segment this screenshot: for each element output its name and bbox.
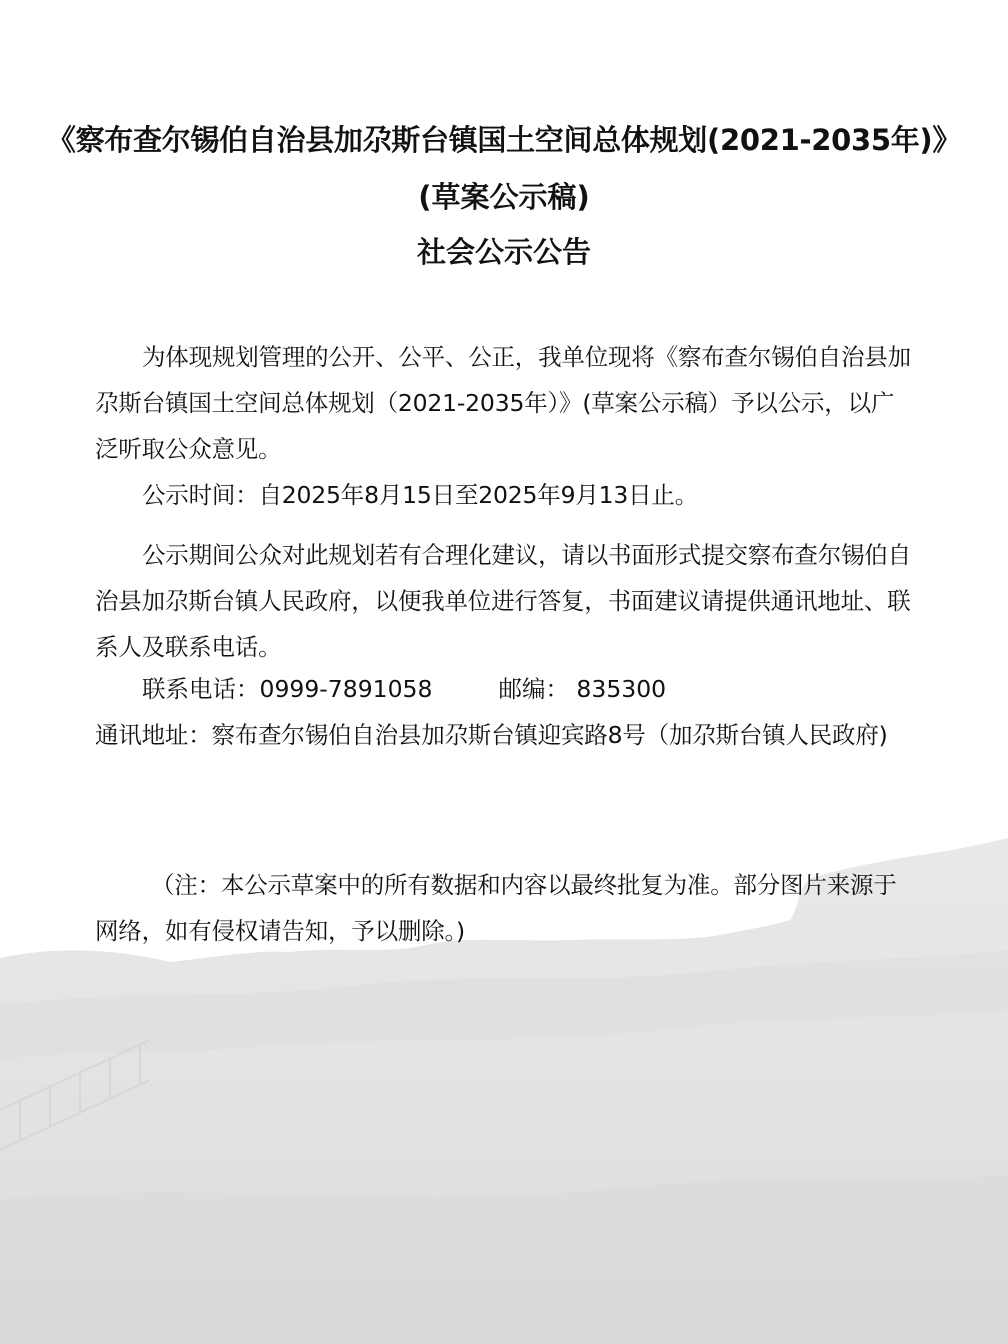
notice-heading: 社会公示公告 <box>416 235 591 269</box>
contact-line <box>142 666 666 712</box>
mailing-address: 通讯地址：察布查尔锡伯自治县加尕斯台镇迎宾路8号（加尕斯台镇人民政府) <box>95 721 888 749</box>
disclaimer-note: （注：本公示草案中的所有数据和内容以最终批复为准。部分图片来源于网络，如有侵权请告知，予以删除。) <box>95 871 897 945</box>
suggestion-paragraph: 公示期间公众对此规划若有合理化建议，请以书面形式提交察布查尔锡伯自治县加尕斯台镇人民政府，以便我单位进行答复，书面建议请提供通讯地址、联系人及联系电话。 <box>95 541 911 661</box>
document-title: 《察布查尔锡伯自治县加尕斯台镇国土空间总体规划(2021-2035年)》 <box>46 123 962 157</box>
document-subtitle: (草案公示稿) <box>418 180 590 214</box>
contact-phone: 联系电话：0999-7891058 <box>142 675 433 703</box>
publication-period: 公示时间：自2025年8月15日至2025年9月13日止。 <box>142 481 699 509</box>
postal-code: 邮编： 835300 <box>498 675 667 703</box>
intro-paragraph: 为体现规划管理的公开、公平、公正，我单位现将《察布查尔锡伯自治县加尕斯台镇国土空间总体规划（2021-2035年）》(草案公示稿）予以公示，以广泛听取公众意见。 <box>95 343 911 463</box>
